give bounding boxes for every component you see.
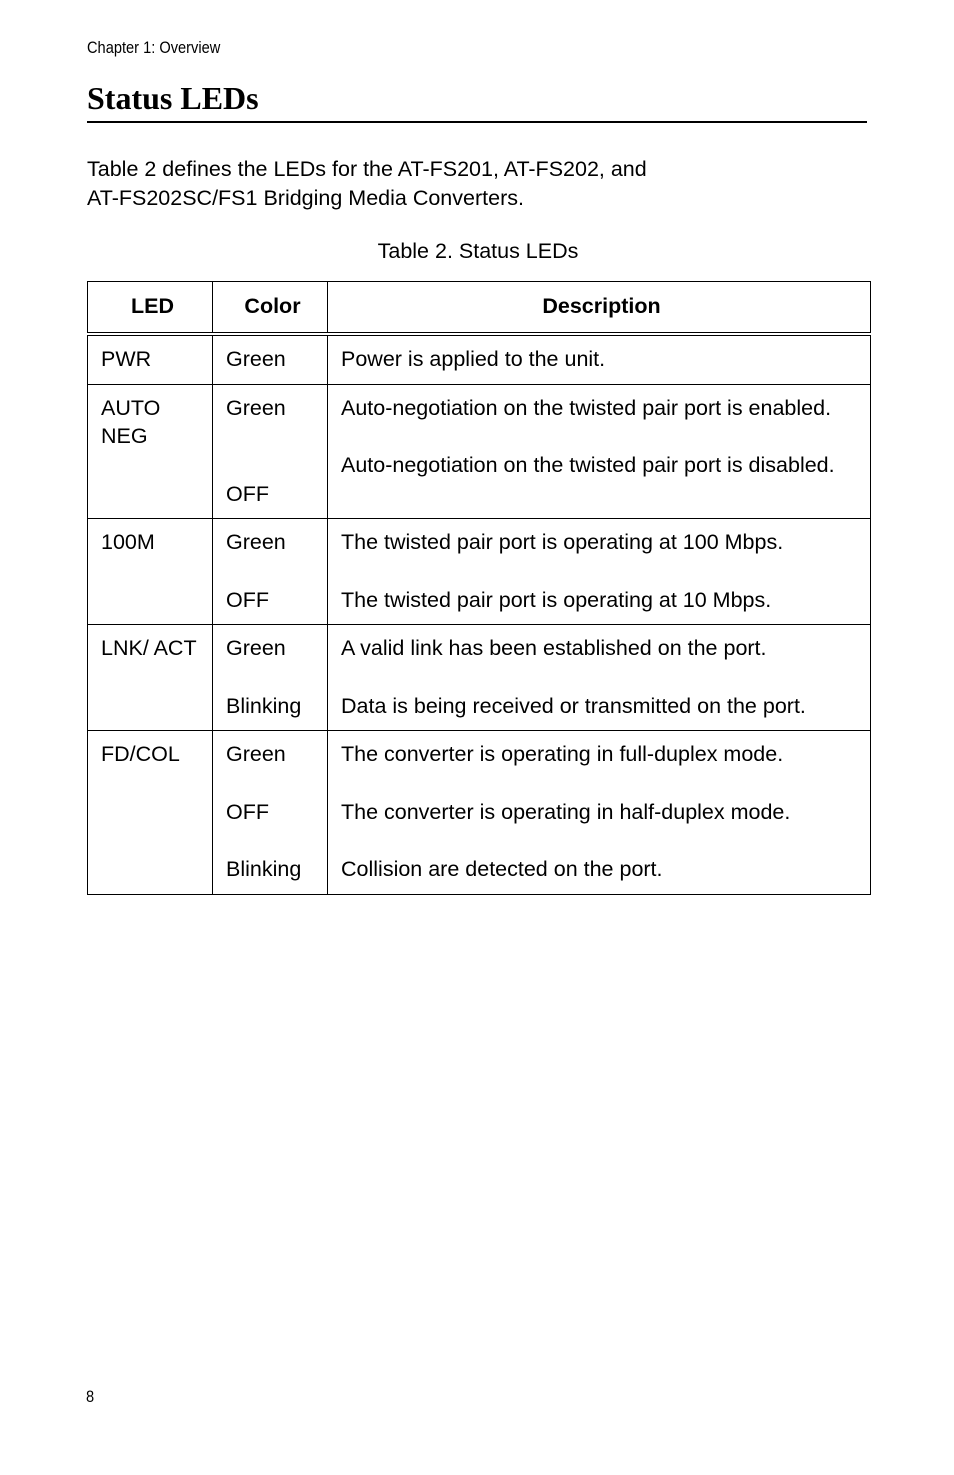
description-text: Collision are detected on the port.: [341, 857, 663, 881]
description-text: The twisted pair port is operating at 100 Mbps.: [341, 530, 784, 554]
column-header-led: LED: [88, 282, 213, 335]
color-cell: [213, 731, 328, 895]
color-value: Green: [226, 636, 286, 660]
description-text: A valid link has been established on the port.: [341, 636, 767, 660]
color-value: OFF: [226, 481, 269, 506]
description-cell: [328, 625, 871, 731]
table-row: [88, 519, 871, 625]
table-row: [88, 731, 871, 895]
led-cell: FD/COL: [88, 731, 213, 895]
color-value: OFF: [226, 799, 269, 824]
color-value: Green: [226, 347, 286, 371]
color-value: Green: [226, 530, 286, 554]
description-cell: [328, 731, 871, 895]
description-cell: [328, 384, 871, 519]
color-value: Green: [226, 742, 286, 766]
table-row: [88, 384, 871, 519]
led-cell: 100M: [88, 519, 213, 625]
table-row: [88, 334, 871, 384]
description-text: Auto-negotiation on the twisted pair port is disabled.: [341, 453, 835, 477]
intro-line: Table 2 defines the LEDs for the AT-FS201, AT-FS202, and: [87, 157, 647, 181]
running-head: Chapter 1: Overview: [87, 38, 221, 57]
table-header-row: [88, 282, 871, 335]
description-text: Auto-negotiation on the twisted pair port is enabled.: [341, 395, 832, 420]
color-value: Blinking: [226, 693, 302, 718]
table-caption: Table 2. Status LEDs: [377, 239, 579, 263]
color-value: Green: [226, 395, 286, 420]
color-cell: [213, 519, 328, 625]
description-text: The converter is operating in full-duplex mode.: [341, 742, 784, 766]
page-number: 8: [86, 1387, 95, 1406]
status-leds-table: [87, 281, 871, 895]
description-text: The twisted pair port is operating at 10 Mbps.: [341, 587, 772, 612]
led-cell: AUTO NEG: [88, 384, 213, 519]
column-header-color: Color: [213, 282, 328, 335]
description-text: Data is being received or transmitted on the port.: [341, 693, 806, 718]
description-text: The converter is operating in half-duplex mode.: [341, 799, 791, 824]
color-cell: [213, 384, 328, 519]
title-rule: [87, 121, 867, 123]
column-header-description: Description: [328, 282, 871, 335]
color-value: OFF: [226, 587, 269, 612]
intro-paragraph: [87, 155, 867, 213]
color-cell: [213, 625, 328, 731]
table-row: [88, 625, 871, 731]
color-value: Blinking: [226, 857, 302, 881]
led-cell: PWR: [88, 334, 213, 384]
description-text: Power is applied to the unit.: [341, 347, 606, 371]
intro-line: AT-FS202SC/FS1 Bridging Media Converters.: [87, 186, 524, 210]
description-cell: [328, 519, 871, 625]
color-cell: [213, 334, 328, 384]
section-title: Status LEDs: [87, 80, 259, 116]
description-cell: [328, 334, 871, 384]
led-cell: LNK/ ACT: [88, 625, 213, 731]
